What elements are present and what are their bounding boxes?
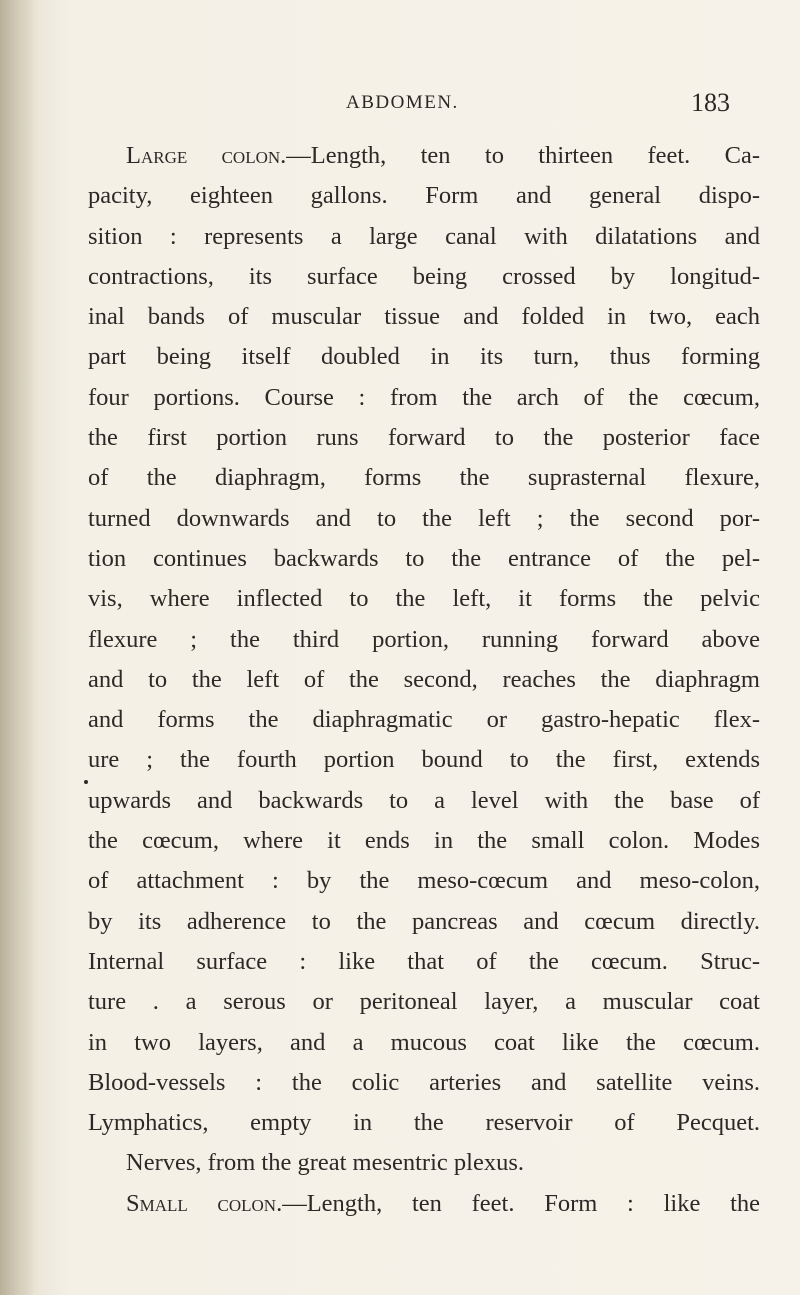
text-line: inal bands of muscular tissue and folded in two, each	[88, 303, 760, 331]
text-line: by its adherence to the pancreas and cœcum directly.	[88, 907, 760, 935]
text-line: Nerves, from the great mesentric plexus.	[126, 1149, 524, 1177]
text-line: turned downwards and to the left ; the second por-	[88, 504, 760, 532]
text-line: ure ; the fourth portion bound to the first, extends	[88, 746, 760, 774]
text-line: flexure ; the third portion, running forward above	[88, 625, 760, 653]
text-line: Large colon.—Length, ten to thirteen feet. Ca-	[126, 142, 760, 169]
text-line: part being itself doubled in its turn, thus forming	[88, 343, 760, 371]
text-line: in two layers, and a mucous coat like the cœcum.	[88, 1028, 760, 1056]
text-line: Lymphatics, empty in the reservoir of Pecquet.	[88, 1109, 760, 1137]
section-run-in-head: Small colon	[126, 1189, 277, 1217]
text-line: ture . a serous or peritoneal layer, a muscular coat	[88, 988, 760, 1016]
text-line: contractions, its surface being crossed by longitud-	[88, 262, 760, 290]
text-line: the first portion runs forward to the posterior face	[88, 424, 760, 452]
running-head: ABDOMEN.	[346, 92, 459, 113]
section-run-in-head: Large colon	[126, 142, 281, 169]
text-line: sition : represents a large canal with dilatations and	[88, 222, 760, 250]
text-line: of the diaphragm, forms the suprasternal flexure,	[88, 464, 760, 492]
text-line: pacity, eighteen gallons. Form and general dispo-	[88, 182, 760, 210]
text-line: tion continues backwards to the entrance of the pel-	[88, 544, 760, 572]
page-header	[0, 88, 800, 122]
page-number: 183	[691, 88, 730, 117]
text-line: vis, where inflected to the left, it forms the pelvic	[88, 585, 760, 613]
text-line: Internal surface : like that of the cœcum. Struc-	[88, 947, 760, 975]
text-line: Blood-vessels : the colic arteries and satellite veins.	[88, 1068, 760, 1096]
text-line: and forms the diaphragmatic or gastro-hepatic flex-	[88, 706, 760, 734]
text-line: the cœcum, where it ends in the small colon. Modes	[88, 827, 760, 855]
text-line: and to the left of the second, reaches the diaphragm	[88, 665, 760, 693]
text-line: upwards and backwards to a level with the base of	[88, 786, 760, 814]
text-line: Small colon.—Length, ten feet. Form : like the	[126, 1189, 761, 1217]
body-text	[88, 136, 760, 1224]
page-gutter-shadow	[0, 0, 34, 1295]
text-line: of attachment : by the meso-cœcum and meso-colon,	[88, 867, 760, 895]
text-line: four portions. Course : from the arch of the cœcum,	[88, 383, 760, 411]
